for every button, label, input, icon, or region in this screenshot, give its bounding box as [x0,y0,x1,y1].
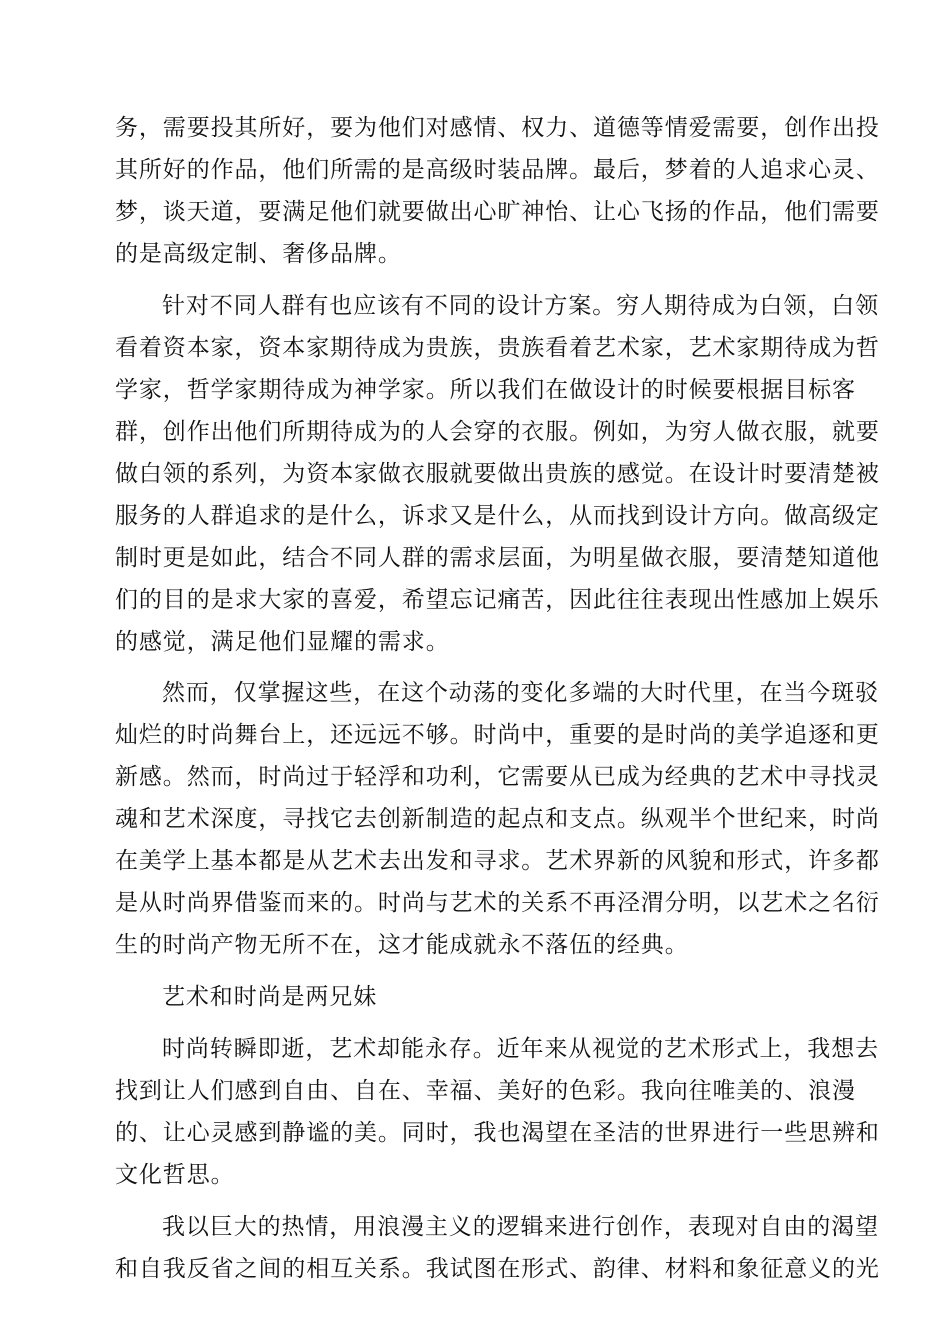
paragraph-3-line-1: 然而，仅掌握这些，在这个动荡的变化多端的大时代里，在当今斑驳 [162,680,879,706]
paragraph-2-line-2: 看着资本家，资本家期待成为贵族，贵族看着艺术家，艺术家期待成为哲 [115,335,880,361]
paragraph-3-line-5: 在美学上基本都是从艺术去出发和寻求。艺术界新的风貌和形式，许多都 [115,848,880,874]
paragraph-5-line-2: 找到让人们感到自由、自在、幸福、美好的色彩。我向往唯美的、浪漫 [115,1078,856,1104]
paragraph-3-line-2: 灿烂的时尚舞台上，还远远不够。时尚中，重要的是时尚的美学追逐和更 [115,722,880,748]
paragraph-6-line-2: 和自我反省之间的相互关系。我试图在形式、韵律、材料和象征意义的光 [115,1256,880,1282]
paragraph-6-line-1: 我以巨大的热情，用浪漫主义的逻辑来进行创作，表现对自由的渴望 [162,1214,879,1240]
paragraph-5-line-3: 的、让心灵感到静谧的美。同时，我也渴望在圣洁的世界进行一些思辨和 [115,1120,880,1146]
paragraph-2-line-9: 的感觉，满足他们显耀的需求。 [115,629,450,655]
paragraph-2-line-6: 服务的人群追求的是什么，诉求又是什么，从而找到设计方向。做高级定 [115,503,880,529]
paragraph-2-line-1: 针对不同人群有也应该有不同的设计方案。穷人期待成为白领，白领 [162,293,879,319]
paragraph-1-line-4: 的是高级定制、奢侈品牌。 [115,241,402,267]
paragraph-3-line-4: 魂和艺术深度，寻找它去创新制造的起点和支点。纵观半个世纪来，时尚 [115,806,880,832]
paragraph-2-line-5: 做白领的系列，为资本家做衣服就要做出贵族的感觉。在设计时要清楚被 [115,461,880,487]
paragraph-5-line-1: 时尚转瞬即逝，艺术却能永存。近年来从视觉的艺术形式上，我想去 [162,1036,879,1062]
paragraph-1-line-1: 务，需要投其所好，要为他们对感情、权力、道德等情爱需要，创作出投 [115,115,880,141]
section-subheading: 艺术和时尚是两兄妹 [162,984,378,1010]
paragraph-2-line-8: 们的目的是求大家的喜爱，希望忘记痛苦，因此往往表现出性感加上娱乐 [115,587,880,613]
paragraph-3-line-3: 新感。然而，时尚过于轻浮和功利，它需要从已成为经典的艺术中寻找灵 [115,764,880,790]
paragraph-3-line-6: 是从时尚界借鉴而来的。时尚与艺术的关系不再泾渭分明，以艺术之名衍 [115,890,880,916]
paragraph-2-line-3: 学家，哲学家期待成为神学家。所以我们在做设计的时候要根据目标客 [115,377,856,403]
paragraph-2-line-7: 制时更是如此，结合不同人群的需求层面，为明星做衣服，要清楚知道他 [115,545,880,571]
paragraph-2-line-4: 群，创作出他们所期待成为的人会穿的衣服。例如，为穷人做衣服，就要 [115,419,880,445]
paragraph-1-line-3: 梦，谈天道，要满足他们就要做出心旷神怡、让心飞扬的作品，他们需要 [115,199,880,225]
paragraph-1-line-2: 其所好的作品，他们所需的是高级时装品牌。最后，梦着的人追求心灵、 [115,157,880,183]
paragraph-5-line-4: 文化哲思。 [115,1162,235,1188]
paragraph-3-line-7: 生的时尚产物无所不在，这才能成就永不落伍的经典。 [115,932,689,958]
